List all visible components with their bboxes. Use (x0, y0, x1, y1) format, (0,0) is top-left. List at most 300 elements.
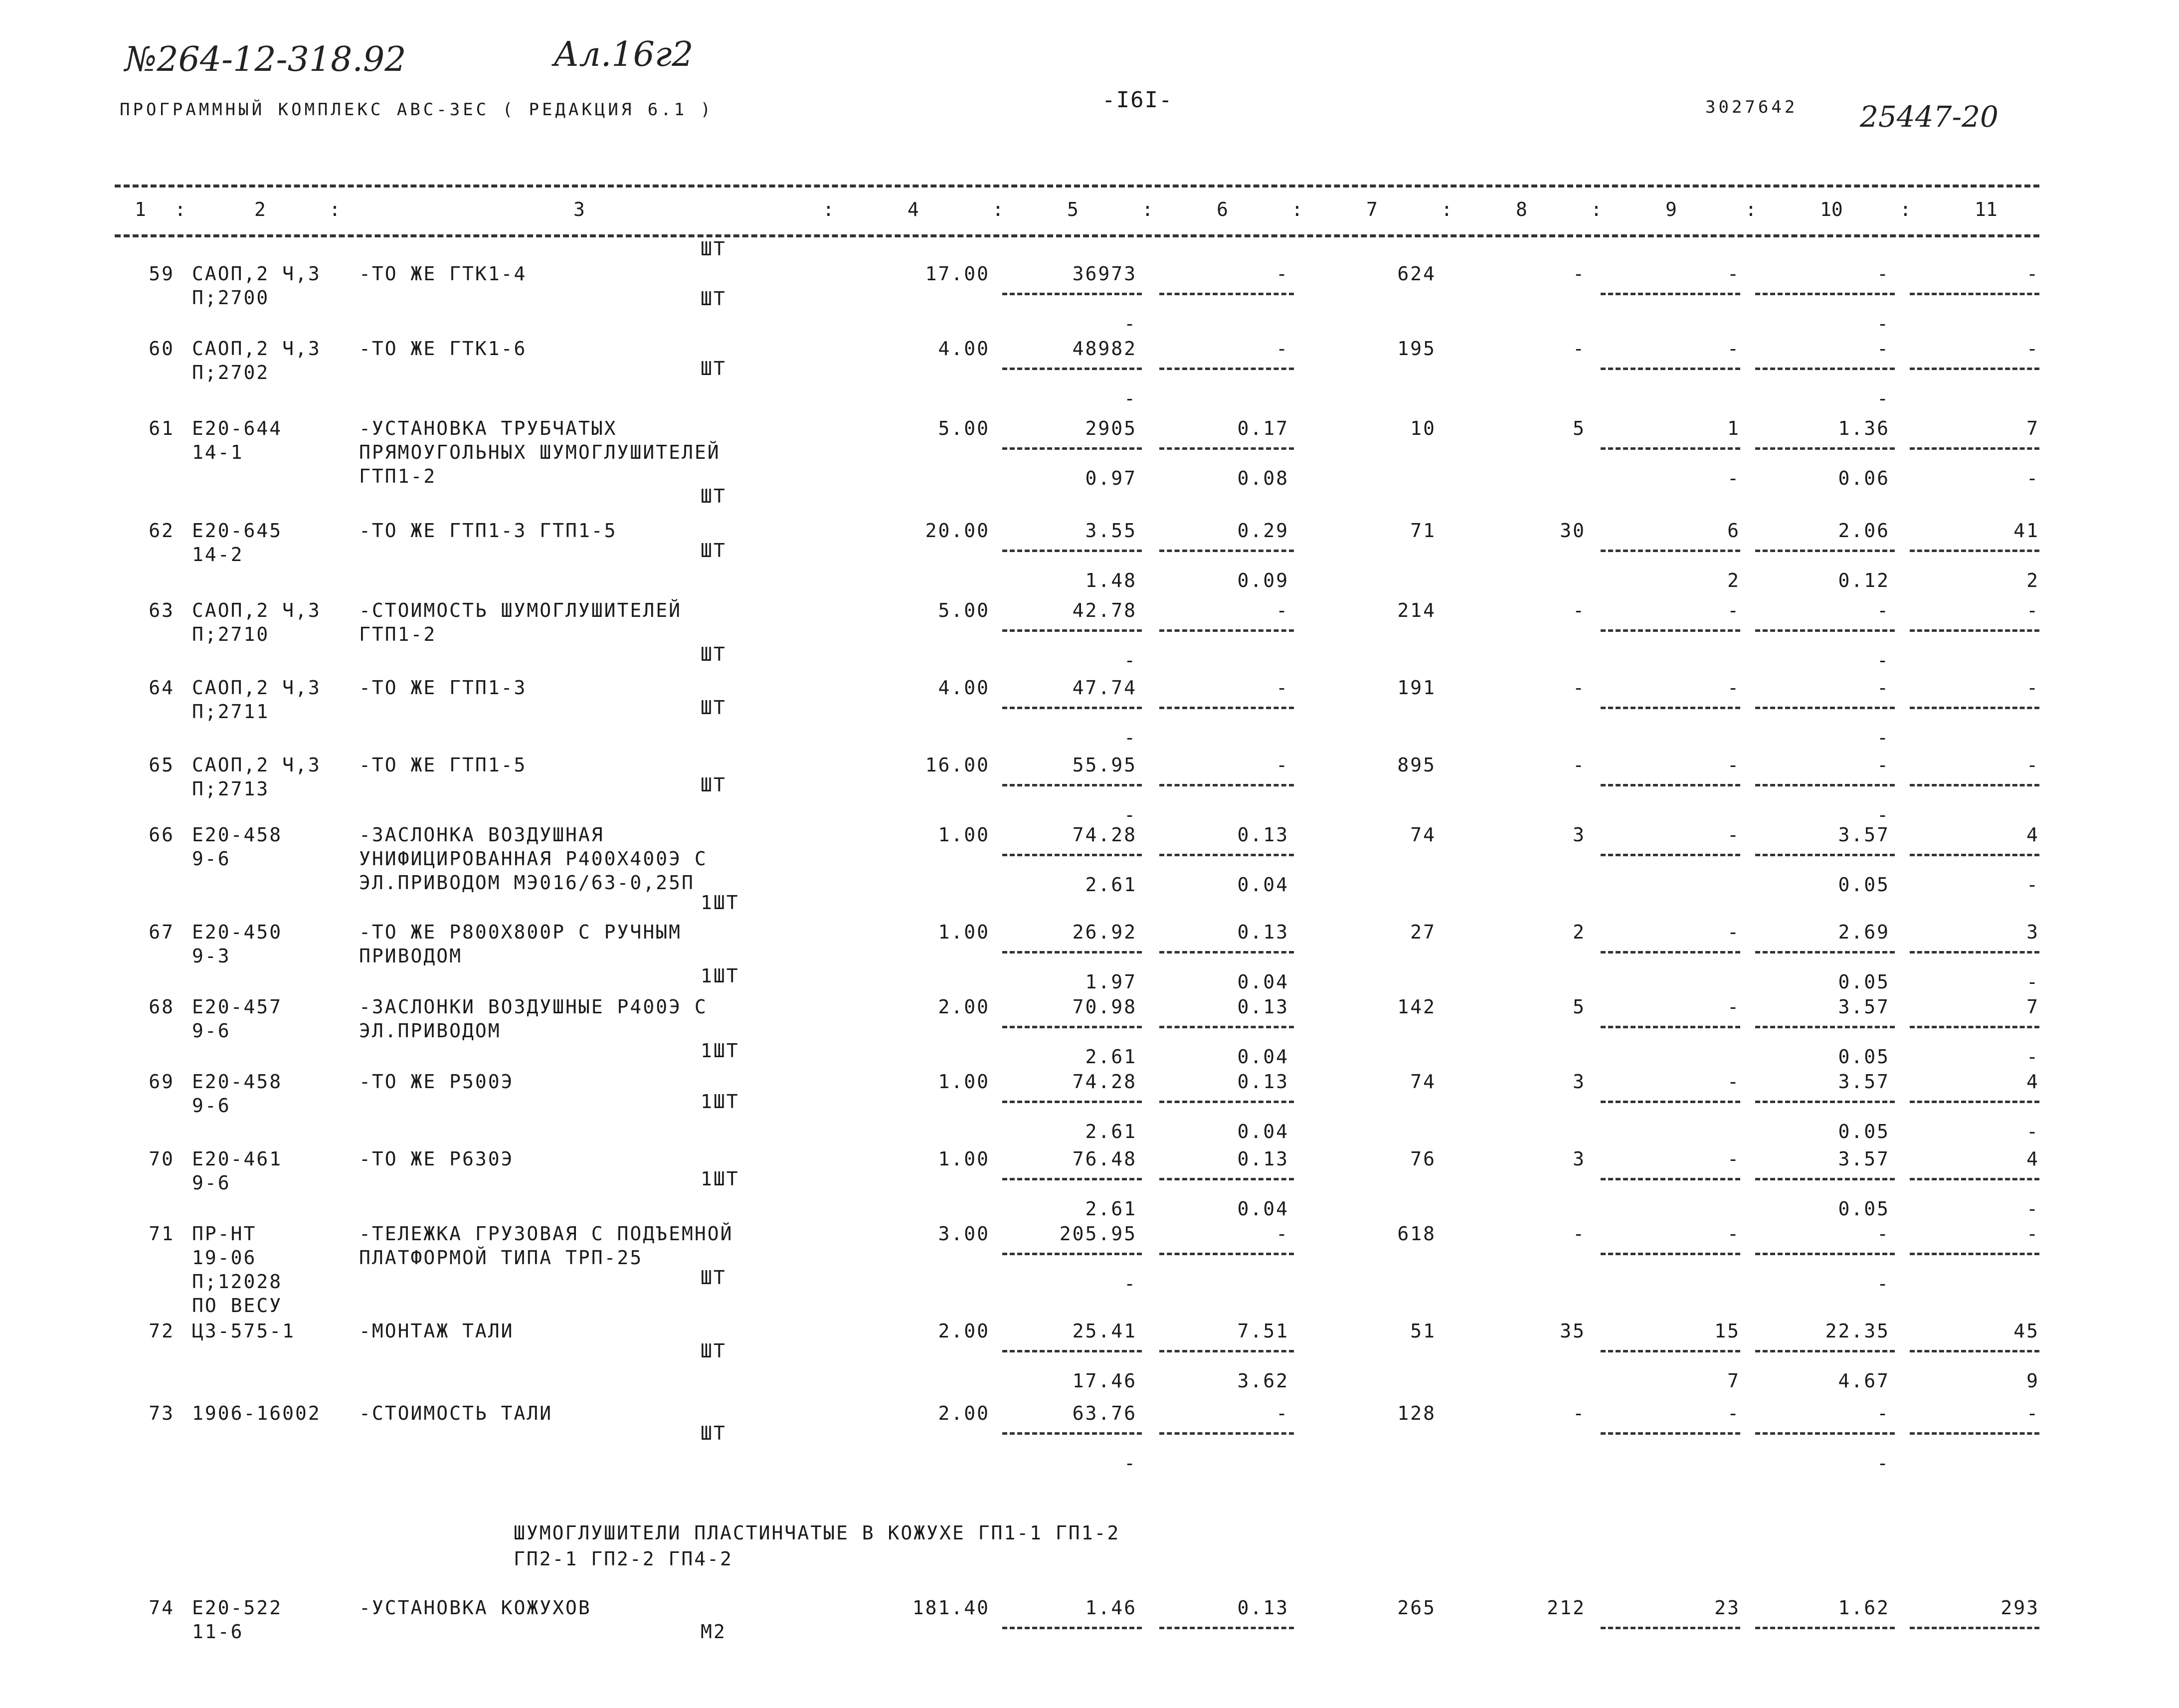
dashed-divider (1002, 1627, 1142, 1629)
dashed-divider (1601, 707, 1740, 709)
cell-b9: 7 (1727, 1370, 1740, 1392)
dashed-divider (1910, 1026, 2039, 1028)
cell-b9: - (1727, 467, 1740, 489)
row-code: САОП,2 Ч,3 (192, 338, 321, 360)
column-header-9: 9 (1665, 198, 1677, 220)
row-code: 9-6 (192, 1020, 231, 1042)
cell-c8: 3 (1573, 824, 1586, 846)
cell-b10: - (1877, 313, 1890, 335)
row-description: -ЗАСЛОНКИ ВОЗДУШНЫЕ Р400Э С (359, 996, 708, 1018)
dashed-divider (1601, 854, 1740, 856)
cell-c7: 142 (1397, 996, 1436, 1018)
row-number: 71 (149, 1223, 175, 1245)
cell-c6: 0.13 (1237, 996, 1289, 1018)
row-code: 9-3 (192, 945, 231, 967)
cell-c8: - (1573, 1402, 1586, 1424)
column-separator: : (175, 198, 186, 220)
handwritten-code: 25447-20 (1860, 100, 1998, 134)
cell-c7: 27 (1410, 921, 1436, 943)
row-description: ЭЛ.ПРИВОДОМ (359, 1020, 501, 1042)
dashed-divider (1910, 550, 2039, 552)
cell-c10: 1.62 (1838, 1597, 1890, 1619)
cell-c11: - (2026, 338, 2039, 360)
cell-b6: 0.04 (1237, 1046, 1289, 1068)
row-unit: ШТ (701, 1267, 726, 1289)
cell-b10: 0.05 (1838, 874, 1890, 896)
cell-c6: 0.17 (1237, 417, 1289, 439)
dashed-divider (1002, 854, 1142, 856)
dashed-divider (1601, 550, 1740, 552)
dashed-divider (1159, 1101, 1294, 1103)
dashed-divider (1910, 1432, 2039, 1435)
cell-b6: 0.04 (1237, 971, 1289, 993)
cell-c4: 16.00 (925, 754, 990, 776)
cell-b10: 4.67 (1838, 1370, 1890, 1392)
dashed-divider (1159, 1627, 1294, 1629)
column-separator: : (1291, 198, 1303, 220)
cell-c10: - (1877, 1223, 1890, 1245)
column-separator: : (992, 198, 1004, 220)
row-number: 67 (149, 921, 175, 943)
row-unit: 1ШТ (701, 1091, 739, 1113)
cell-c9: - (1727, 1148, 1740, 1170)
cell-b5: - (1124, 1273, 1137, 1295)
cell-c5: 25.41 (1072, 1320, 1137, 1342)
cell-b11: - (2026, 1121, 2039, 1142)
cell-c7: 74 (1410, 1071, 1436, 1093)
cell-c9: - (1727, 754, 1740, 776)
row-code: 9-6 (192, 848, 231, 870)
cell-c10: - (1877, 1402, 1890, 1424)
cell-b6: 3.62 (1237, 1370, 1289, 1392)
cell-c4: 20.00 (925, 520, 990, 542)
cell-b10: 0.05 (1838, 1121, 1890, 1142)
cell-c9: - (1727, 1223, 1740, 1245)
column-separator: : (823, 198, 834, 220)
cell-b10: - (1877, 387, 1890, 409)
cell-c7: 10 (1410, 417, 1436, 439)
cell-c5: 47.74 (1072, 677, 1137, 699)
row-code: 9-6 (192, 1095, 231, 1117)
dashed-divider (1910, 1101, 2039, 1103)
cell-c9: 1 (1727, 417, 1740, 439)
cell-c10: 3.57 (1838, 1071, 1890, 1093)
cell-c4: 1.00 (938, 1071, 990, 1093)
row-unit: 1ШТ (701, 1040, 739, 1062)
cell-c4: 1.00 (938, 921, 990, 943)
cell-c10: 3.57 (1838, 1148, 1890, 1170)
dashed-divider (1755, 951, 1895, 953)
row-description: -ТО ЖЕ Р500Э (359, 1071, 514, 1093)
dashed-divider (1601, 1026, 1740, 1028)
cell-c10: - (1877, 338, 1890, 360)
column-header-8: 8 (1516, 198, 1527, 220)
dashed-divider (1755, 784, 1895, 786)
row-number: 63 (149, 599, 175, 621)
cell-c5: 74.28 (1072, 1071, 1137, 1093)
cell-c10: - (1877, 754, 1890, 776)
cell-c5: 42.78 (1072, 599, 1137, 621)
dashed-divider (1002, 1178, 1142, 1180)
column-header-1: 1 (135, 198, 146, 220)
row-description: -СТОИМОСТЬ ШУМОГЛУШИТЕЛЕЙ (359, 599, 682, 621)
dashed-divider (1755, 1432, 1895, 1435)
row-number: 74 (149, 1597, 175, 1619)
dashed-divider (1159, 368, 1294, 370)
row-description: -ТО ЖЕ ГТП1-3 ГТП1-5 (359, 520, 617, 542)
dashed-divider (1910, 447, 2039, 450)
cell-c9: - (1727, 338, 1740, 360)
row-code: Е20-645 (192, 520, 283, 542)
row-description: -ТО ЖЕ ГТК1-4 (359, 263, 527, 285)
cell-c4: 17.00 (925, 263, 990, 285)
cell-c11: 7 (2026, 417, 2039, 439)
cell-c10: 3.57 (1838, 824, 1890, 846)
cell-c8: - (1573, 1223, 1586, 1245)
cell-b5: 2.61 (1085, 1046, 1137, 1068)
cell-b10: 0.05 (1838, 1046, 1890, 1068)
cell-c10: - (1877, 677, 1890, 699)
cell-c7: 74 (1410, 824, 1436, 846)
cell-c4: 4.00 (938, 677, 990, 699)
cell-c11: 4 (2026, 1148, 2039, 1170)
cell-c7: 128 (1397, 1402, 1436, 1424)
row-code: 1906-16002 (192, 1402, 321, 1424)
row-code: 14-2 (192, 544, 244, 566)
cell-b6: 0.04 (1237, 1121, 1289, 1142)
cell-c6: 0.29 (1237, 520, 1289, 542)
dashed-divider (1159, 1432, 1294, 1435)
dashed-divider (1910, 293, 2039, 295)
row-unit: ШТ (701, 238, 726, 260)
row-code: П;2710 (192, 623, 270, 645)
row-code: П;2700 (192, 287, 270, 309)
dashed-divider (1159, 1350, 1294, 1352)
section-title: ГП2-1 ГП2-2 ГП4-2 (514, 1548, 733, 1570)
cell-c9: - (1727, 1402, 1740, 1424)
cell-c5: 26.92 (1072, 921, 1137, 943)
cell-c9: - (1727, 824, 1740, 846)
cell-b5: 2.61 (1085, 874, 1137, 896)
cell-c7: 265 (1397, 1597, 1436, 1619)
dashed-divider (1002, 447, 1142, 450)
cell-b10: 0.12 (1838, 569, 1890, 591)
cell-c11: 4 (2026, 1071, 2039, 1093)
row-code: САОП,2 Ч,3 (192, 677, 321, 699)
dashed-divider (1755, 1350, 1895, 1352)
row-description: -УСТАНОВКА КОЖУХОВ (359, 1597, 591, 1619)
cell-c7: 191 (1397, 677, 1436, 699)
cell-c11: - (2026, 599, 2039, 621)
cell-c4: 5.00 (938, 417, 990, 439)
cell-c8: 5 (1573, 417, 1586, 439)
row-description: -ТО ЖЕ ГТП1-5 (359, 754, 527, 776)
cell-c8: 30 (1560, 520, 1586, 542)
cell-c8: 5 (1573, 996, 1586, 1018)
cell-c4: 5.00 (938, 599, 990, 621)
dashed-divider (1910, 951, 2039, 953)
dashed-divider (1601, 368, 1740, 370)
cell-b11: - (2026, 467, 2039, 489)
dashed-divider (1002, 951, 1142, 953)
cell-b11: - (2026, 971, 2039, 993)
cell-c6: - (1276, 677, 1289, 699)
row-code: 11-6 (192, 1621, 244, 1643)
dashed-divider (1601, 1350, 1740, 1352)
cell-c7: 624 (1397, 263, 1436, 285)
cell-c8: - (1573, 754, 1586, 776)
header-bottom-rule (115, 234, 2039, 237)
cell-c9: 23 (1714, 1597, 1740, 1619)
cell-c5: 3.55 (1085, 520, 1137, 542)
cell-c4: 2.00 (938, 996, 990, 1018)
row-number: 72 (149, 1320, 175, 1342)
cell-c11: - (2026, 1223, 2039, 1245)
row-unit: 1ШТ (701, 965, 739, 987)
cell-b5: - (1124, 313, 1137, 335)
cell-b11: 9 (2026, 1370, 2039, 1392)
dashed-divider (1002, 1253, 1142, 1255)
column-header-10: 10 (1820, 198, 1843, 220)
dashed-divider (1002, 784, 1142, 786)
row-description: -ЗАСЛОНКА ВОЗДУШНАЯ (359, 824, 604, 846)
cell-c6: - (1276, 263, 1289, 285)
cell-b10: - (1877, 804, 1890, 826)
row-unit: ШТ (701, 540, 726, 562)
dashed-divider (1910, 784, 2039, 786)
row-code: П;2713 (192, 778, 270, 800)
dashed-divider (1755, 707, 1895, 709)
cell-c4: 4.00 (938, 338, 990, 360)
cell-c10: 22.35 (1825, 1320, 1890, 1342)
cell-b5: - (1124, 1452, 1137, 1474)
row-description: -ТО ЖЕ ГТП1-3 (359, 677, 527, 699)
cell-b5: 17.46 (1072, 1370, 1137, 1392)
cell-c9: - (1727, 677, 1740, 699)
dashed-divider (1159, 550, 1294, 552)
row-description: ПРИВОДОМ (359, 945, 463, 967)
cell-b11: - (2026, 1198, 2039, 1220)
dashed-divider (1755, 1178, 1895, 1180)
row-number: 66 (149, 824, 175, 846)
cell-c9: - (1727, 1071, 1740, 1093)
dashed-divider (1002, 707, 1142, 709)
row-unit: 1ШТ (701, 1168, 739, 1190)
row-number: 65 (149, 754, 175, 776)
cell-c6: - (1276, 754, 1289, 776)
column-header-11: 11 (1975, 198, 1997, 220)
dashed-divider (1755, 1026, 1895, 1028)
cell-c5: 70.98 (1072, 996, 1137, 1018)
row-code: П;2711 (192, 701, 270, 723)
row-unit: ШТ (701, 288, 726, 310)
cell-c4: 2.00 (938, 1402, 990, 1424)
dashed-divider (1755, 550, 1895, 552)
row-code: Е20-457 (192, 996, 283, 1018)
row-code: Е20-644 (192, 417, 283, 439)
row-number: 60 (149, 338, 175, 360)
dashed-divider (1159, 1178, 1294, 1180)
cell-c10: 2.69 (1838, 921, 1890, 943)
dashed-divider (1601, 293, 1740, 295)
row-number: 64 (149, 677, 175, 699)
row-number: 59 (149, 263, 175, 285)
cell-c11: 293 (2000, 1597, 2039, 1619)
row-unit: ШТ (701, 774, 726, 796)
dashed-divider (1002, 629, 1142, 632)
cell-c9: 6 (1727, 520, 1740, 542)
cell-b5: 1.97 (1085, 971, 1137, 993)
cell-c11: - (2026, 1402, 2039, 1424)
cell-c8: - (1573, 263, 1586, 285)
cell-c11: - (2026, 754, 2039, 776)
column-separator: : (1745, 198, 1757, 220)
row-description: ГТП1-2 (359, 465, 437, 487)
page-number: -I6I- (1102, 87, 1173, 113)
cell-c11: 3 (2026, 921, 2039, 943)
dashed-divider (1601, 629, 1740, 632)
dashed-divider (1910, 1627, 2039, 1629)
column-separator: : (1900, 198, 1911, 220)
row-code: П;2702 (192, 362, 270, 383)
cell-b10: - (1877, 1452, 1890, 1474)
row-code: Е20-522 (192, 1597, 283, 1619)
cell-c6: 0.13 (1237, 824, 1289, 846)
cell-c11: 4 (2026, 824, 2039, 846)
dashed-divider (1159, 293, 1294, 295)
cell-b10: - (1877, 1273, 1890, 1295)
column-separator: : (1591, 198, 1602, 220)
column-separator: : (329, 198, 341, 220)
row-number: 73 (149, 1402, 175, 1424)
dashed-divider (1601, 784, 1740, 786)
row-code: Е20-461 (192, 1148, 283, 1170)
dashed-divider (1002, 1101, 1142, 1103)
row-number: 70 (149, 1148, 175, 1170)
column-header-2: 2 (254, 198, 266, 220)
dashed-divider (1159, 629, 1294, 632)
row-description: -ТО ЖЕ ГТК1-6 (359, 338, 527, 360)
column-separator: : (1142, 198, 1153, 220)
dashed-divider (1910, 368, 2039, 370)
row-code: 9-6 (192, 1172, 231, 1194)
row-unit: ШТ (701, 697, 726, 719)
dashed-divider (1910, 629, 2039, 632)
row-description: УНИФИЦИРОВАННАЯ Р400Х400Э С (359, 848, 708, 870)
cell-c6: 0.13 (1237, 1071, 1289, 1093)
column-header-3: 3 (573, 198, 585, 220)
row-description: -ТЕЛЕЖКА ГРУЗОВАЯ С ПОДЪЕМНОЙ (359, 1223, 733, 1245)
cell-c7: 51 (1410, 1320, 1436, 1342)
cell-c6: 0.13 (1237, 1597, 1289, 1619)
dashed-divider (1755, 854, 1895, 856)
cell-c5: 1.46 (1085, 1597, 1137, 1619)
dashed-divider (1601, 1178, 1740, 1180)
dashed-divider (1159, 854, 1294, 856)
dashed-divider (1601, 1101, 1740, 1103)
cell-b6: 0.04 (1237, 1198, 1289, 1220)
cell-c9: - (1727, 996, 1740, 1018)
row-description: -СТОИМОСТЬ ТАЛИ (359, 1402, 553, 1424)
dashed-divider (1910, 707, 2039, 709)
dashed-divider (1755, 629, 1895, 632)
cell-c10: 3.57 (1838, 996, 1890, 1018)
cell-c11: - (2026, 677, 2039, 699)
cell-c7: 895 (1397, 754, 1436, 776)
row-unit: 1ШТ (701, 892, 739, 914)
cell-b10: 0.06 (1838, 467, 1890, 489)
cell-b6: 0.09 (1237, 569, 1289, 591)
row-unit: ШТ (701, 1422, 726, 1444)
dashed-divider (1601, 951, 1740, 953)
cell-b10: 0.05 (1838, 1198, 1890, 1220)
cell-c5: 76.48 (1072, 1148, 1137, 1170)
cell-b5: 2.61 (1085, 1198, 1137, 1220)
header-top-rule (115, 185, 2039, 188)
cell-c11: 45 (2013, 1320, 2039, 1342)
dashed-divider (1002, 1432, 1142, 1435)
cell-b5: - (1124, 727, 1137, 749)
dashed-divider (1755, 293, 1895, 295)
cell-c6: - (1276, 338, 1289, 360)
cell-c9: - (1727, 599, 1740, 621)
cell-c5: 63.76 (1072, 1402, 1137, 1424)
cell-b10: - (1877, 649, 1890, 671)
row-unit: ШТ (701, 643, 726, 665)
cell-c6: - (1276, 1402, 1289, 1424)
cell-b11: - (2026, 874, 2039, 896)
row-code: 19-06 (192, 1247, 257, 1269)
dashed-divider (1002, 293, 1142, 295)
row-code: САОП,2 Ч,3 (192, 599, 321, 621)
row-description: -ТО ЖЕ Р630Э (359, 1148, 514, 1170)
handwritten-document-number: №264-12-318.92 (125, 40, 406, 79)
cell-c5: 74.28 (1072, 824, 1137, 846)
cell-c5: 2905 (1085, 417, 1137, 439)
dashed-divider (1159, 707, 1294, 709)
row-code: Е20-458 (192, 1071, 283, 1093)
dashed-divider (1002, 550, 1142, 552)
cell-c7: 195 (1397, 338, 1436, 360)
cell-c10: 1.36 (1838, 417, 1890, 439)
row-description: ПРЯМОУГОЛЬНЫХ ШУМОГЛУШИТЕЛЕЙ (359, 441, 721, 463)
cell-c9: - (1727, 921, 1740, 943)
cell-c8: 35 (1560, 1320, 1586, 1342)
dashed-divider (1755, 1627, 1895, 1629)
dashed-divider (1601, 447, 1740, 450)
document-code: 3027642 (1705, 97, 1798, 117)
cell-c9: 15 (1714, 1320, 1740, 1342)
section-title: ШУМОГЛУШИТЕЛИ ПЛАСТИНЧАТЫЕ В КОЖУХЕ ГП1-1 ГП1-2 (514, 1522, 1120, 1544)
cell-c6: 0.13 (1237, 921, 1289, 943)
cell-c7: 618 (1397, 1223, 1436, 1245)
row-unit: ШТ (701, 1340, 726, 1362)
row-unit: ШТ (701, 358, 726, 380)
row-code: САОП,2 Ч,3 (192, 754, 321, 776)
row-description: ЭЛ.ПРИВОДОМ МЭ016/63-0,25П (359, 872, 695, 894)
row-code: САОП,2 Ч,3 (192, 263, 321, 285)
cell-c7: 71 (1410, 520, 1436, 542)
cell-c4: 3.00 (938, 1223, 990, 1245)
row-code: П;12028 (192, 1271, 283, 1293)
cell-c5: 48982 (1072, 338, 1137, 360)
dashed-divider (1002, 1026, 1142, 1028)
cell-b11: 2 (2026, 569, 2039, 591)
cell-c11: 41 (2013, 520, 2039, 542)
row-description: -МОНТАЖ ТАЛИ (359, 1320, 514, 1342)
cell-c6: 0.13 (1237, 1148, 1289, 1170)
cell-c11: - (2026, 263, 2039, 285)
